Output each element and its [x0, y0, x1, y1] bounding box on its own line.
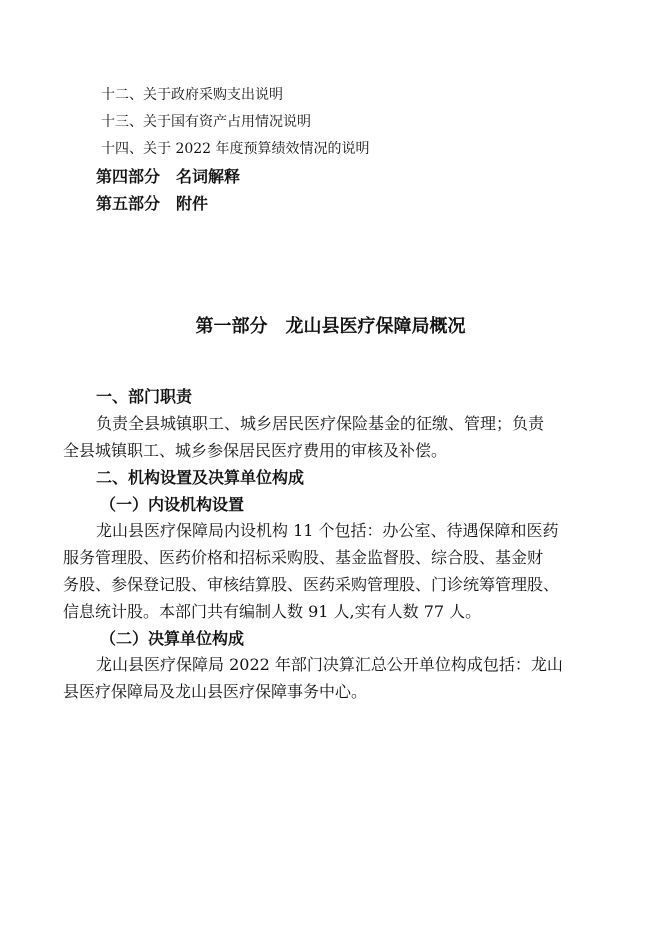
section-2-2-paragraph-line-2: 县医疗保障局及龙山县医疗保障事务中心。	[63, 682, 368, 701]
toc-item-14: 十四、关于 2022 年度预算绩效情况的说明	[101, 141, 370, 157]
toc-part-4-title: 名词解释	[176, 167, 241, 186]
toc-part-5	[96, 191, 208, 214]
part-1-title	[0, 312, 661, 338]
toc-item-13: 十三、关于国有资产占用情况说明	[101, 114, 311, 130]
section-1-paragraph-line-2: 全县城镇职工、城乡参保居民医疗费用的审核及补偿。	[63, 441, 448, 460]
toc-item-12: 十二、关于政府采购支出说明	[101, 87, 283, 103]
part-1-label: 第一部分	[195, 316, 268, 337]
section-2-1-paragraph-line-1: 龙山县医疗保障局内设机构 11 个包括：办公室、待遇保障和医药	[96, 521, 559, 540]
section-2-2-heading: （二）决算单位构成	[100, 629, 245, 648]
toc-part-4	[96, 164, 240, 187]
section-2-2-paragraph-line-1: 龙山县医疗保障局 2022 年部门决算汇总公开单位构成包括：龙山	[96, 655, 563, 674]
toc-part-4-label: 第四部分	[96, 167, 161, 186]
section-2-1-paragraph-line-3: 务股、参保登记股、审核结算股、医药采购管理股、门诊统筹管理股、	[63, 575, 560, 594]
toc-part-5-title: 附件	[176, 194, 209, 213]
section-1-paragraph-line-1: 负责全县城镇职工、城乡居民医疗保险基金的征缴、管理；负责	[96, 414, 545, 433]
part-1-name: 龙山县医疗保障局概况	[285, 316, 466, 337]
section-2-1-heading: （一）内设机构设置	[100, 495, 245, 514]
section-2-1-paragraph-line-2: 服务管理股、医药价格和招标采购股、基金监督股、综合股、基金财	[63, 548, 544, 567]
section-2-heading: 二、机构设置及决算单位构成	[96, 468, 305, 487]
section-2-1-paragraph-line-4: 信息统计股。本部门共有编制人数 91 人,实有人数 77 人。	[63, 602, 482, 621]
section-1-heading: 一、部门职责	[96, 387, 193, 406]
toc-part-5-label: 第五部分	[96, 194, 161, 213]
